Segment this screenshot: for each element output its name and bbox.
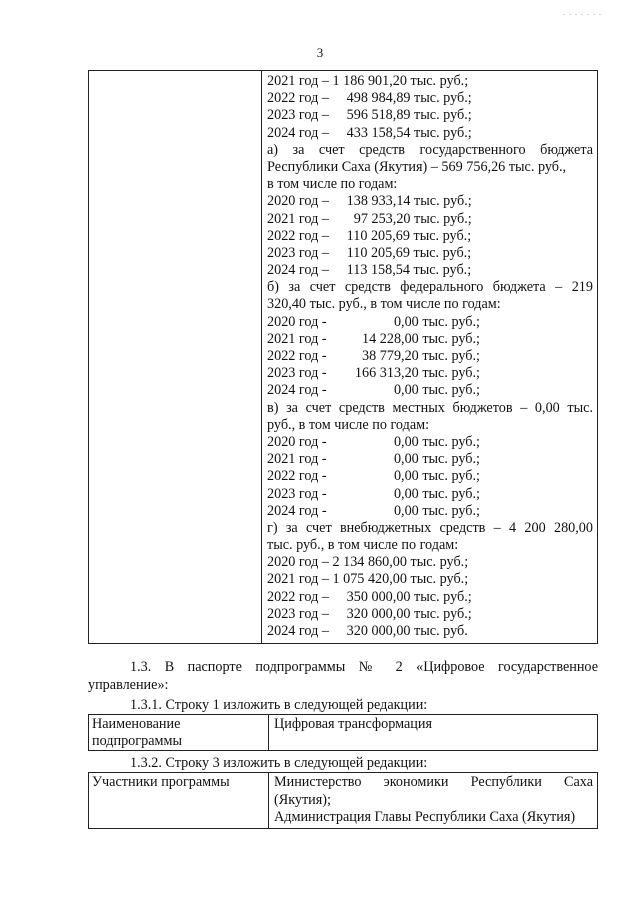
financing-table	[88, 70, 598, 644]
finance-line: в) за счет средств местных бюджетов – 0,00 тыс.	[267, 399, 593, 416]
financing-value-cell	[262, 71, 598, 644]
participants-value: Администрация Главы Республики Саха (Якутия)	[274, 809, 576, 825]
participants-value: (Якутия);	[274, 791, 331, 808]
section-1-3-heading-cont: управление»:	[88, 677, 169, 693]
participants-value-cell	[269, 773, 598, 829]
finance-line: 2022 год – 350 000,00 тыс. руб.;	[267, 588, 472, 605]
finance-line: 2024 год - 0,00 тыс. руб.;	[267, 382, 480, 399]
participants-label: Участники программы	[92, 774, 230, 790]
finance-line: тыс. руб., в том числе по годам:	[267, 537, 459, 554]
finance-line: а) за счет средств государственного бюджета	[267, 141, 593, 158]
finance-line: руб., в том числе по годам:	[267, 416, 430, 433]
subprogram-name-value: Цифровая трансформация	[274, 716, 432, 732]
finance-line: 2024 год - 0,00 тыс. руб.;	[267, 502, 480, 519]
finance-line: 2023 год – 320 000,00 тыс. руб.;	[267, 605, 472, 622]
finance-line: 2021 год – 1 075 420,00 тыс. руб.;	[267, 571, 469, 588]
finance-line: 2024 год – 113 158,54 тыс. руб.;	[267, 262, 472, 279]
participants-label-cell	[89, 773, 269, 829]
finance-line: 2020 год - 0,00 тыс. руб.;	[267, 433, 480, 450]
finance-line: 2024 год – 433 158,54 тыс. руб.;	[267, 124, 472, 141]
subprogram-name-label: подпрограммы	[92, 733, 182, 749]
subprogram-name-row	[89, 715, 598, 751]
finance-line: 2022 год - 0,00 тыс. руб.;	[267, 468, 480, 485]
participants-table	[88, 772, 598, 829]
finance-line: г) за счет внебюджетных средств – 4 200 280,00	[267, 519, 593, 536]
finance-line: 2021 год - 0,00 тыс. руб.;	[267, 451, 480, 468]
finance-line: 2024 год – 320 000,00 тыс. руб.	[267, 623, 468, 639]
finance-line: 2023 год - 0,00 тыс. руб.;	[267, 485, 480, 502]
financing-label-cell	[89, 71, 262, 644]
financing-row	[89, 71, 598, 644]
finance-line: в том числе по годам:	[267, 176, 398, 193]
finance-line: 2020 год - 0,00 тыс. руб.;	[267, 313, 480, 330]
section-1-3-heading: 1.3. В паспорте подпрограммы № 2 «Цифровое государственное	[130, 659, 598, 675]
participants-row	[89, 773, 598, 829]
page-number: 3	[316, 45, 324, 60]
item-1-3-1: 1.3.1. Строку 1 изложить в следующей редакции:	[130, 697, 428, 713]
finance-line: 2020 год – 138 933,14 тыс. руб.;	[267, 193, 472, 210]
participants-value: Министерство экономики Республики Саха	[274, 774, 593, 790]
finance-line: 2021 год – 1 186 901,20 тыс. руб.;	[267, 73, 469, 89]
corner-mark: . . . . . . .	[563, 8, 602, 17]
finance-line: Республики Саха (Якутия) – 569 756,26 тыс. руб.,	[267, 158, 567, 175]
finance-line: 2021 год - 14 228,00 тыс. руб.;	[267, 330, 480, 347]
finance-line: 2023 год – 596 518,89 тыс. руб.;	[267, 107, 472, 124]
finance-line: б) за счет средств федерального бюджета – 219	[267, 279, 593, 296]
finance-line: 2022 год - 38 779,20 тыс. руб.;	[267, 348, 480, 364]
finance-line: 2023 год – 110 205,69 тыс. руб.;	[267, 244, 472, 261]
finance-line: 2022 год – 498 984,89 тыс. руб.;	[267, 90, 472, 107]
finance-line: 2023 год - 166 313,20 тыс. руб.;	[267, 365, 480, 382]
subprogram-name-label-cell	[89, 715, 269, 751]
item-1-3-2: 1.3.2. Строку 3 изложить в следующей редакции:	[130, 755, 428, 771]
subprogram-name-value-cell	[269, 715, 598, 751]
subprogram-name-table	[88, 714, 598, 751]
finance-line: 2020 год – 2 134 860,00 тыс. руб.;	[267, 554, 469, 571]
finance-line: 2021 год – 97 253,20 тыс. руб.;	[267, 210, 472, 227]
finance-line: 320,40 тыс. руб., в том числе по годам:	[267, 296, 501, 313]
subprogram-name-label: Наименование	[92, 716, 181, 732]
finance-line: 2022 год – 110 205,69 тыс. руб.;	[267, 227, 472, 244]
